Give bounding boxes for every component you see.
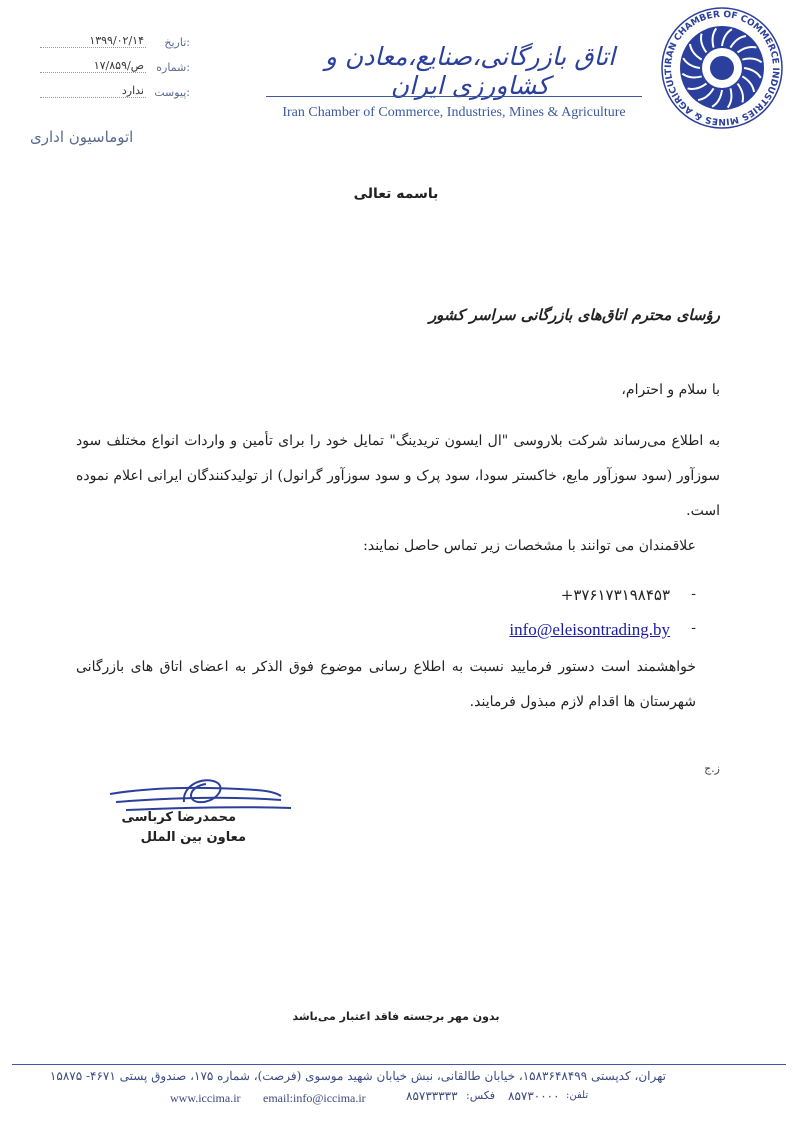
footer-email[interactable]: email:info@iccima.ir — [263, 1091, 366, 1105]
greeting: با سلام و احترام، — [621, 382, 720, 398]
org-name-fa: اتاق بازرگانی،صنایع،معادن و کشاورزی ایران — [324, 42, 616, 100]
header-rule — [266, 96, 642, 97]
list-bullet: - — [691, 620, 696, 636]
stamp-note: بدون مهر برجسته فاقد اعتبار می‌باشد — [292, 1010, 500, 1023]
signer-name: محمدرضا کرباسی — [121, 810, 236, 825]
number-label: شماره: — [156, 61, 190, 74]
date-value: ۱۳۹۹/۰۲/۱۴ — [40, 34, 146, 48]
contact-email — [470, 620, 696, 644]
footer-fax-value: ۸۵۷۳۳۳۳۳ — [406, 1089, 458, 1103]
footer-rule — [12, 1064, 786, 1065]
footer-website[interactable]: www.iccima.ir — [170, 1091, 241, 1105]
paragraph-2: خواهشمند است دستور فرمایید نسبت به اطلاع رسانی موضوع فوق الذکر به اعضای اتاق های بازرگانی شهرستان ها اقدام لازم مبذول فرمایند. — [76, 659, 696, 710]
chamber-logo — [660, 6, 784, 130]
number-field — [40, 61, 190, 79]
date-label: تاریخ: — [164, 36, 190, 49]
footer-address: تهران، کدپستی ۱۵۸۳۶۴۸۴۹۹، خیابان طالقانی، نبش خیابان شهید موسوی (فرصت)، شماره ۱۷۵، صندوق پستی ۴۶۷۱- ۱۵۸۷۵ — [49, 1069, 666, 1083]
attachment-label: پیوست: — [154, 86, 190, 99]
org-name-en: Iran Chamber of Commerce, Industries, Mines & Agriculture — [282, 105, 626, 120]
attachment-field — [40, 86, 190, 104]
recipient: رؤسای محترم اتاق‌های بازرگانی سراسر کشور — [428, 306, 720, 324]
footer-fax-label: فکس: — [466, 1089, 496, 1102]
footer-contact-row — [170, 1089, 590, 1107]
logo-ring-text: IRAN CHAMBER OF COMMERCE INDUSTRIES MINES & AGRICULT — [663, 9, 781, 127]
invocation: باسمه تعالی — [353, 186, 439, 202]
contact-phone — [540, 586, 696, 608]
footer-phone-label: تلفن: — [566, 1090, 589, 1101]
contact-phone-value: +۳۷۶۱۷۳۱۹۸۴۵۳ — [560, 586, 670, 604]
contact-email-link[interactable]: info@eleisontrading.by — [509, 620, 670, 639]
list-bullet: - — [691, 586, 696, 602]
initials: ز.ج — [704, 762, 720, 775]
paragraph-1: به اطلاع می‌رساند شرکت بلاروسی "ال ایسون تریدینگ" تمایل خود را برای تأمین و واردات انواع مختلف سود سوزآور (سود سوزآور مایع، خاکستر سودا، سود پرک و سود سوزآور گرانول) از تولیدکنندگان ایرانی اعلام نموده است. — [76, 433, 720, 519]
attachment-value: ندارد — [40, 84, 146, 98]
signer-title: معاون بین الملل — [140, 830, 246, 845]
footer-phone-value: ۸۵۷۳۰۰۰۰ — [508, 1089, 560, 1103]
automation-label: اتوماسیون اداری — [30, 128, 134, 146]
date-field — [40, 36, 190, 54]
number-value: ۱۷/۸۵۹/ص — [40, 59, 146, 73]
chamber-logo-icon — [660, 6, 784, 130]
contact-intro: علاقمندان می توانند با مشخصات زیر تماس حاصل نمایند: — [363, 538, 696, 554]
